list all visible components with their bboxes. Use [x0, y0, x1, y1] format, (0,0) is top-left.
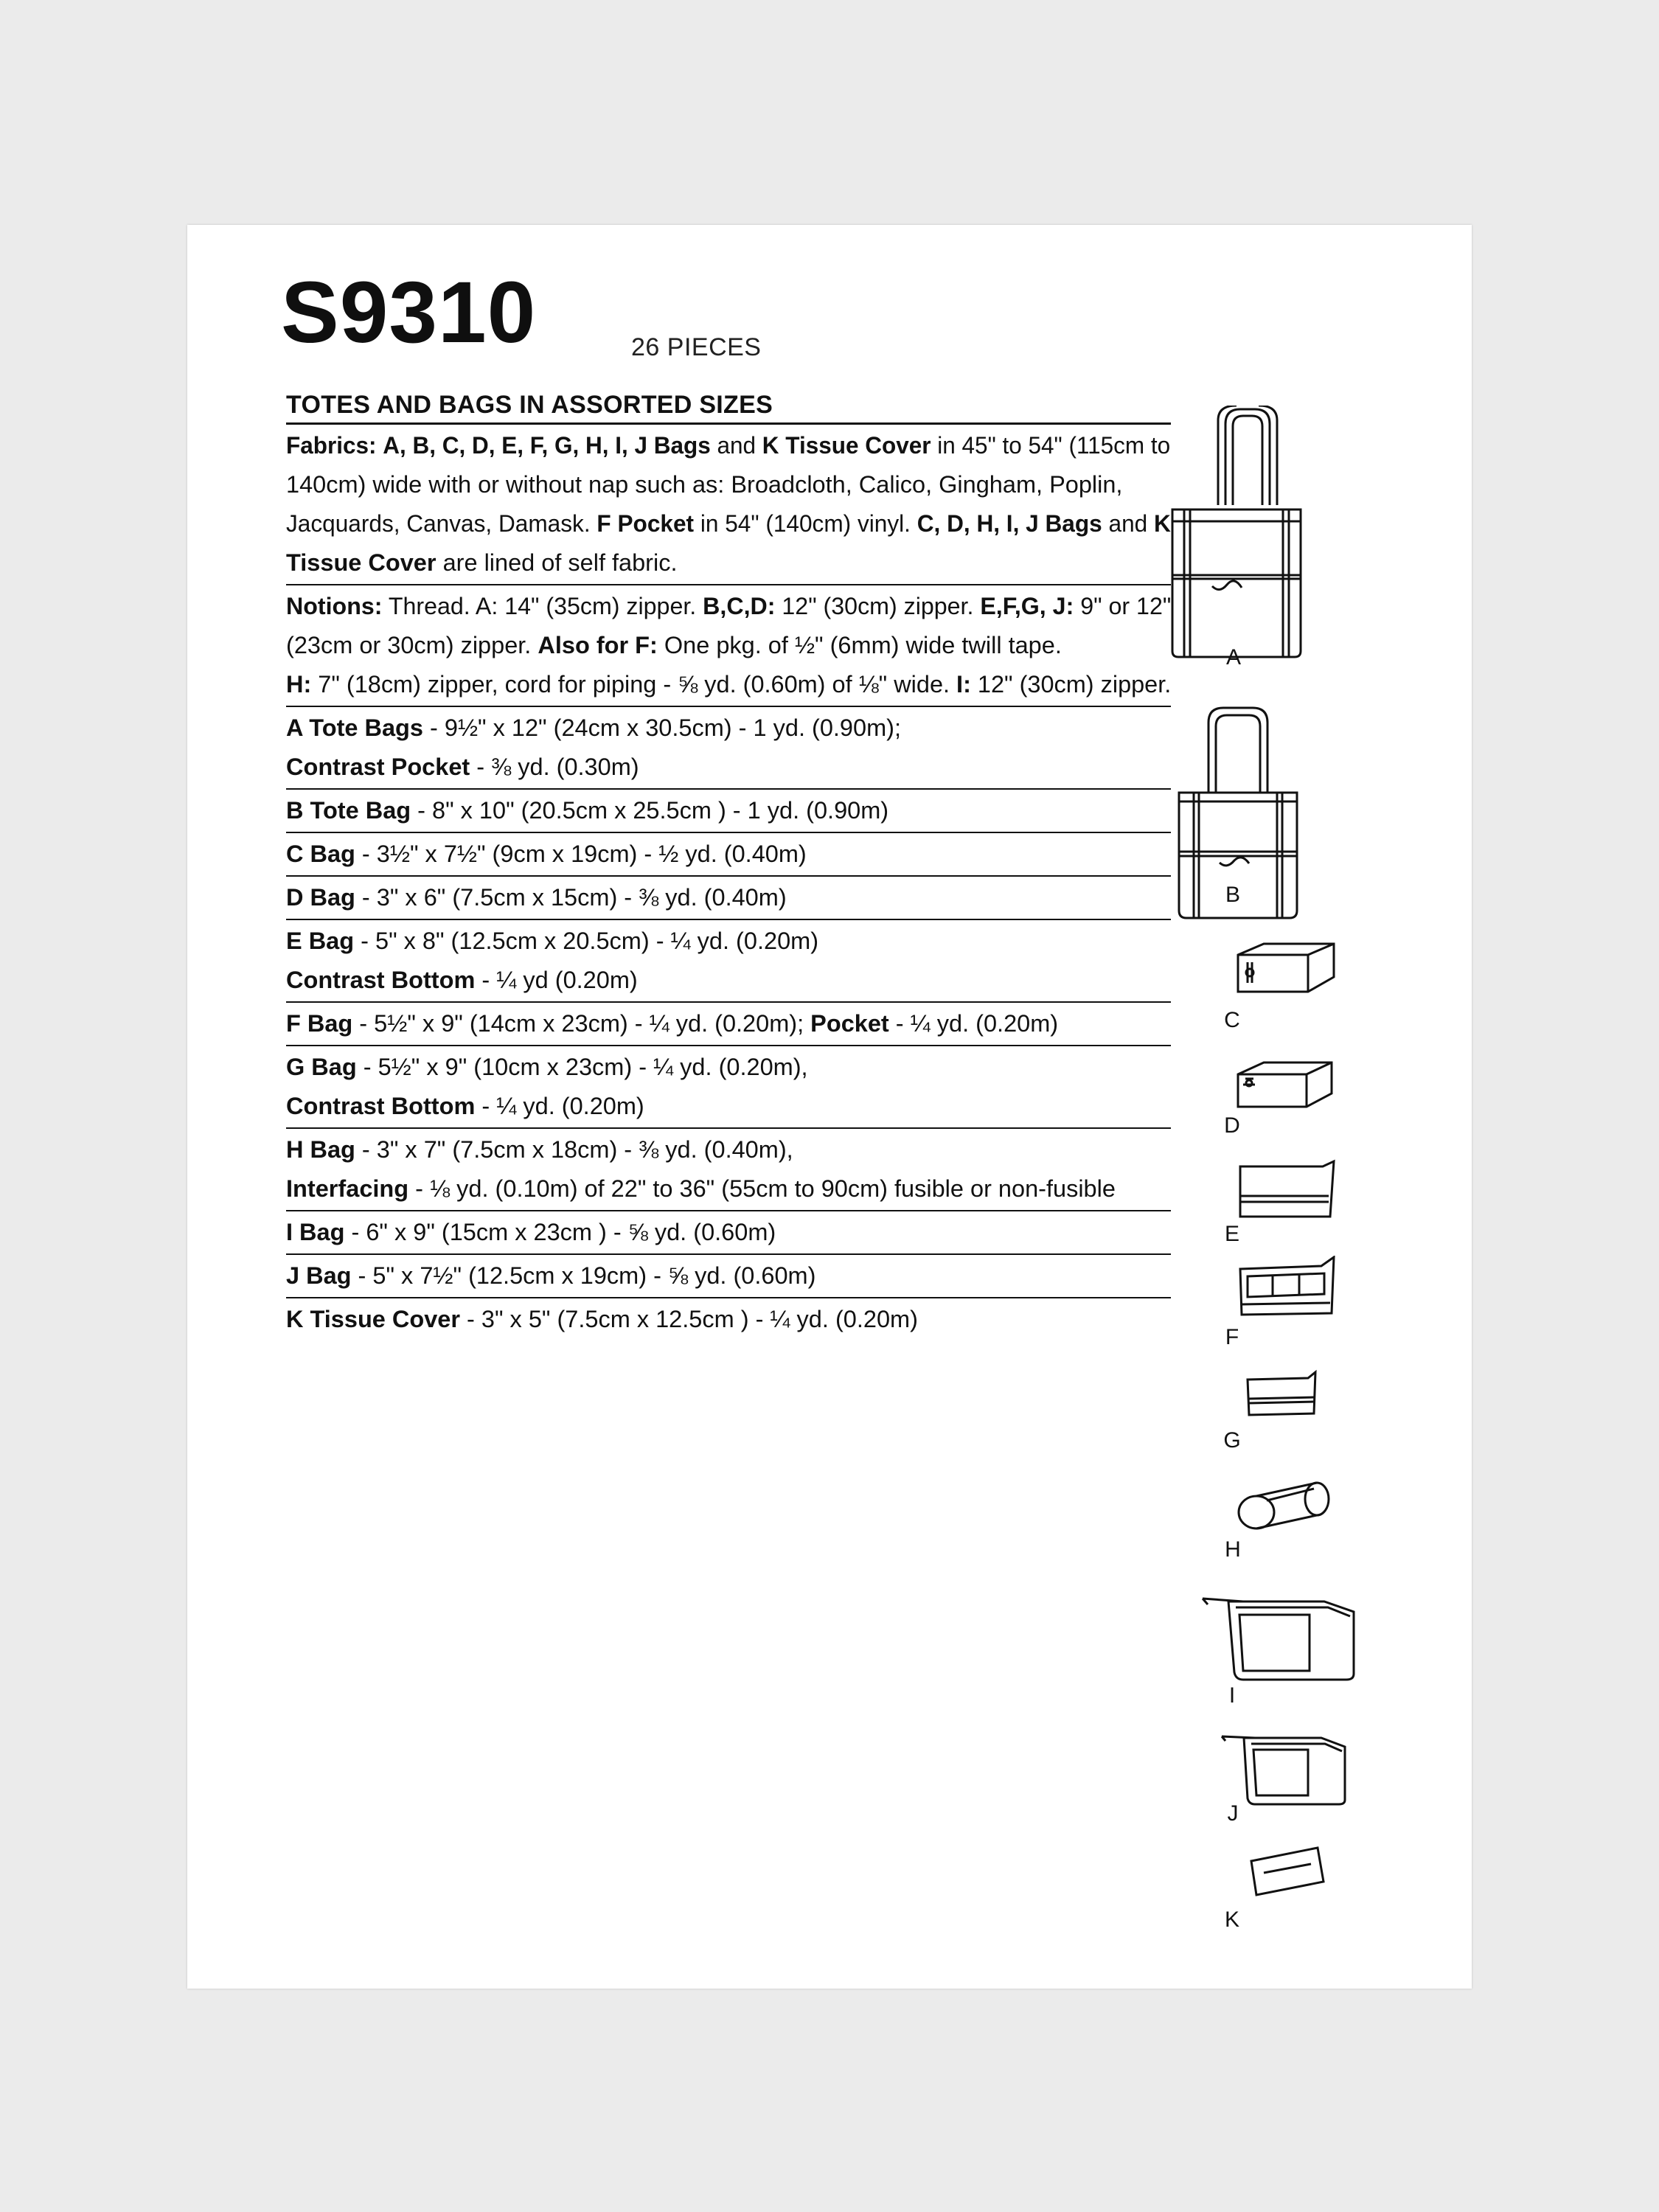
- fabrics-views: Tissue Cover: [286, 549, 437, 576]
- fabrics-text: are lined of self fabric.: [442, 549, 678, 576]
- yardage-section: [286, 920, 1171, 1003]
- bag-e-illustration: [1234, 1158, 1338, 1224]
- yardage-text: - 3" x 5" (7.5cm x 12.5cm ) - ¼ yd. (0.20m): [460, 1306, 918, 1332]
- view-name: Contrast Bottom: [286, 967, 476, 993]
- notions-text: 12" (30cm) zipper.: [977, 671, 1172, 698]
- tote-a-body: [1168, 505, 1305, 660]
- yardage-section: [286, 877, 1171, 920]
- notions-line: [286, 665, 1170, 704]
- view-label-k: K: [1224, 1907, 1239, 1932]
- view-label-c: C: [1224, 1008, 1240, 1032]
- yardage-text: - 5" x 7½" (12.5cm x 19cm) - ⅝ yd. (0.60m): [351, 1262, 816, 1289]
- fabrics-text: in 45" to 54" (115cm to: [937, 432, 1171, 459]
- bag-g-illustration: [1242, 1369, 1323, 1421]
- yardage-text: - 3½" x 7½" (9cm x 19cm) - ½ yd. (0.40m): [355, 841, 807, 867]
- tissue-cover-k-illustration: [1248, 1843, 1329, 1902]
- yardage-text: - 3" x 6" (7.5cm x 15cm) - ⅜ yd. (0.40m): [355, 884, 787, 911]
- notions-views: B,C,D:: [703, 593, 776, 619]
- notions-text: 7" (18cm) zipper, cord for piping - ⅝ yd. (0.60m) of ⅛" wide.: [318, 671, 950, 698]
- yardage-line: [286, 709, 1171, 748]
- yardage-line: [286, 748, 1171, 787]
- view-label-j: J: [1227, 1801, 1239, 1826]
- notions-line: [286, 587, 1172, 626]
- notions-line: [286, 626, 1171, 665]
- view-label-d: D: [1224, 1113, 1240, 1138]
- pattern-title: TOTES AND BAGS IN ASSORTED SIZES: [286, 391, 1171, 425]
- view-label-b: B: [1225, 883, 1240, 907]
- yardage-line: [286, 1087, 1171, 1126]
- yardage-line: [286, 1256, 1171, 1295]
- notions-views: I:: [956, 671, 971, 698]
- view-name: A Tote Bags: [286, 714, 423, 741]
- fabrics-section: [286, 425, 1171, 585]
- view-label-f: F: [1225, 1325, 1239, 1349]
- yardage-section: [286, 833, 1171, 877]
- yardage-line: [286, 1169, 1171, 1208]
- view-name: B Tote Bag: [286, 797, 411, 824]
- bag-c-illustration: [1234, 940, 1338, 999]
- yardage-text: - 3" x 7" (7.5cm x 18cm) - ⅜ yd. (0.40m),: [355, 1136, 793, 1163]
- yardage-text: - 9½" x 12" (24cm x 30.5cm) - 1 yd. (0.90m);: [423, 714, 902, 741]
- view-label-g: G: [1223, 1428, 1241, 1453]
- yardage-text: - ¼ yd (0.20m): [475, 967, 638, 993]
- yardage-text: - ¼ yd. (0.20m): [888, 1010, 1059, 1037]
- notions-text: Thread. A: 14" (35cm) zipper.: [388, 593, 697, 619]
- fabrics-line: [286, 426, 1171, 465]
- fabrics-line: [286, 543, 1171, 582]
- notions-text: (23cm or 30cm) zipper.: [286, 632, 532, 658]
- yardage-line: [286, 1300, 1171, 1339]
- yardage-line: [286, 878, 1171, 917]
- view-name: J Bag: [286, 1262, 352, 1289]
- yardage-line: [286, 1130, 1171, 1169]
- yardage-section: [286, 1046, 1171, 1129]
- yardage-line: [286, 791, 1171, 830]
- view-name: C Bag: [286, 841, 355, 867]
- bag-h-illustration: [1234, 1478, 1338, 1537]
- view-label-a: A: [1225, 645, 1241, 669]
- notions-text: 9" or 12": [1080, 593, 1172, 619]
- fabrics-text: and: [717, 432, 757, 459]
- fabrics-heading: Fabrics:: [286, 432, 377, 459]
- fabrics-views: K: [1154, 510, 1171, 537]
- notions-text: 12" (30cm) zipper.: [782, 593, 974, 619]
- yardage-section: [286, 1003, 1171, 1046]
- yardage-text: - 5" x 8" (12.5cm x 20.5cm) - ¼ yd. (0.20m): [354, 928, 819, 954]
- piece-count: 26 PIECES: [631, 333, 762, 361]
- view-name: F Bag: [286, 1010, 353, 1037]
- view-label-e: E: [1224, 1222, 1239, 1246]
- fabrics-views: K Tissue Cover: [762, 432, 931, 459]
- yardage-line: [286, 1004, 1171, 1043]
- yardage-line: [286, 961, 1171, 1000]
- fabrics-views: C, D, H, I, J Bags: [917, 510, 1102, 537]
- yardage-text: - 5½" x 9" (14cm x 23cm) - ¼ yd. (0.20m);: [352, 1010, 804, 1037]
- view-name: G Bag: [286, 1054, 357, 1080]
- yardage-text: - ⅜ yd. (0.30m): [470, 754, 639, 780]
- yardage-section: [286, 1129, 1171, 1211]
- yardage-text: - 6" x 9" (15cm x 23cm ) - ⅝ yd. (0.60m): [344, 1219, 776, 1245]
- fabrics-text: 140cm) wide with or without nap such as: Broadcloth, Calico, Gingham, Poplin,: [286, 471, 1123, 498]
- view-name: D Bag: [286, 884, 355, 911]
- yardage-line: [286, 1048, 1171, 1087]
- notions-text: One pkg. of ½" (6mm) wide twill tape.: [664, 632, 1062, 658]
- pattern-envelope-back: [187, 225, 1472, 1989]
- notions-views: E,F,G, J:: [980, 593, 1074, 619]
- view-name: E Bag: [286, 928, 355, 954]
- yardage-text: - ⅛ yd. (0.10m) of 22" to 36" (55cm to 90cm) fusible or non-fusible: [408, 1175, 1116, 1202]
- bag-f-illustration: [1234, 1256, 1338, 1322]
- fabrics-text: in 54" (140cm) vinyl.: [700, 510, 911, 537]
- fabrics-text: Jacquards, Canvas, Damask.: [286, 510, 591, 537]
- yardage-text: - ¼ yd. (0.20m): [475, 1093, 644, 1119]
- view-name: Pocket: [804, 1010, 889, 1037]
- view-name: I Bag: [286, 1219, 345, 1245]
- fabrics-views: A, B, C, D, E, F, G, H, I, J Bags: [383, 432, 711, 459]
- yardage-section: [286, 1255, 1171, 1298]
- pattern-info: [286, 391, 1171, 1340]
- yardage-line: [286, 1213, 1171, 1252]
- bag-d-illustration: [1234, 1058, 1338, 1117]
- yardage-line: [286, 922, 1171, 961]
- view-label-i: I: [1228, 1683, 1236, 1708]
- yardage-list: [286, 707, 1171, 1340]
- yardage-line: [286, 835, 1171, 874]
- yardage-text: - 8" x 10" (20.5cm x 25.5cm ) - 1 yd. (0.90m): [411, 797, 889, 824]
- bag-i-illustration: [1199, 1593, 1361, 1688]
- view-name: K Tissue Cover: [286, 1306, 461, 1332]
- view-name: H Bag: [286, 1136, 355, 1163]
- view-name: Contrast Pocket: [286, 754, 470, 780]
- notions-section: [286, 585, 1171, 707]
- yardage-section: [286, 1298, 1171, 1340]
- fabrics-text: and: [1108, 510, 1148, 537]
- view-label-h: H: [1225, 1537, 1241, 1562]
- yardage-section: [286, 707, 1171, 790]
- fabrics-line: [286, 504, 1171, 543]
- yardage-section: [286, 790, 1171, 833]
- view-name: Contrast Bottom: [286, 1093, 476, 1119]
- yardage-text: - 5½" x 9" (10cm x 23cm) - ¼ yd. (0.20m),: [356, 1054, 808, 1080]
- pattern-code: S9310: [281, 264, 537, 361]
- notions-views: Also for F:: [538, 632, 658, 658]
- yardage-section: [286, 1211, 1171, 1255]
- bag-j-illustration: [1218, 1731, 1351, 1812]
- notions-views: H:: [286, 671, 312, 698]
- fabrics-line: [286, 465, 1171, 504]
- notions-heading: Notions:: [286, 593, 383, 619]
- fabrics-views: F Pocket: [597, 510, 695, 537]
- view-name: Interfacing: [286, 1175, 409, 1202]
